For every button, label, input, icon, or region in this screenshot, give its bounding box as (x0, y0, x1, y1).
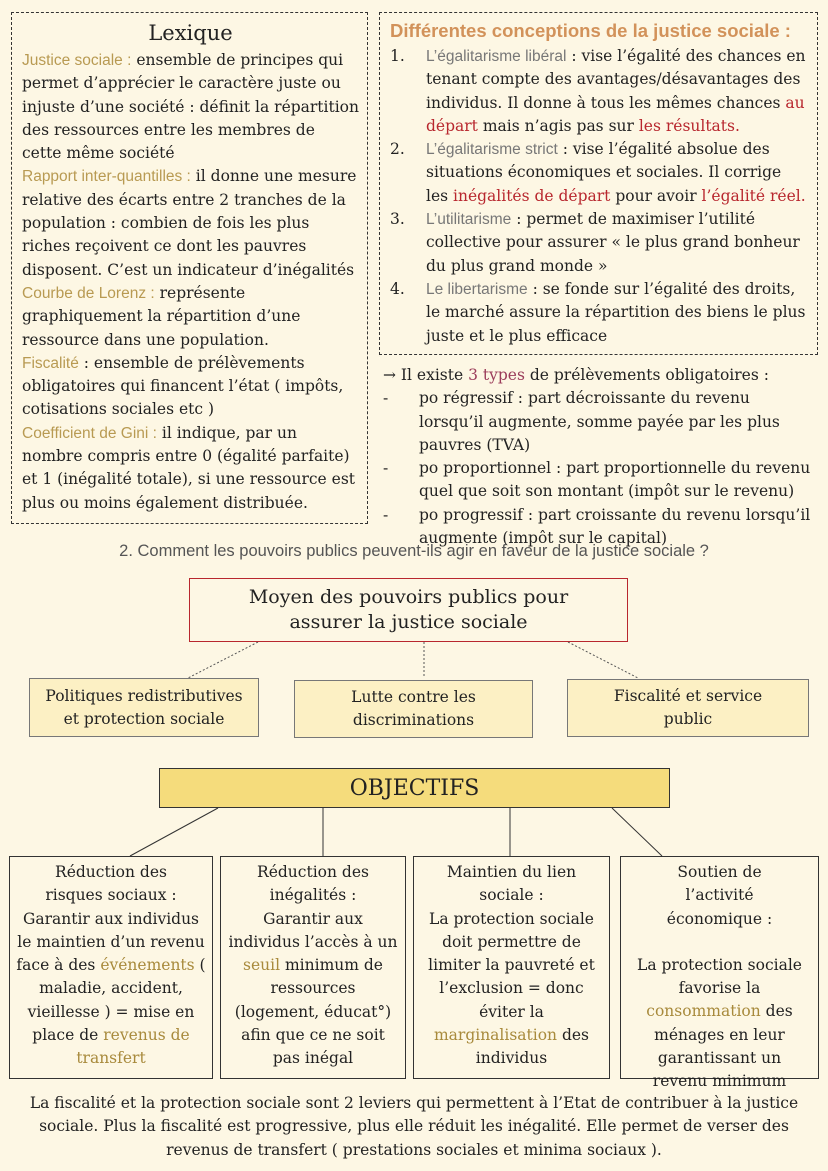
connector-line (568, 642, 638, 678)
lexique-term: Courbe de Lorenz : (22, 284, 155, 302)
lexique-entry: Coefficient de Gini : il indique, par un nombre compris entre 0 (égalité parfaite) et 1 (inégalité totale), si une ressource est plus ou moins également distribuée. (22, 423, 356, 512)
lexique-title: Lexique (148, 21, 233, 45)
objectif-box (220, 856, 406, 1079)
moyens-title-box: Moyen des pouvoirs publics pour assurer la justice sociale (189, 578, 628, 642)
objectif-box (9, 856, 213, 1079)
objectif-body: Garantir aux individus le maintien d’un revenu face à des événements ( maladie, accident, vieillesse ) = mise en place de revenus de transfert (16, 909, 206, 1068)
objectifs-title: OBJECTIFS (159, 768, 670, 808)
moyen-box: Politiques redistributives et protection sociale (29, 678, 259, 737)
lexique-entry: Courbe de Lorenz : représente graphiquement la répartition d’une ressource dans une population. (22, 283, 301, 349)
lexique-entry: Fiscalité : ensemble de prélèvements obligatoires qui financent l’état ( impôts, cotisations sociales etc ) (22, 353, 344, 419)
prelevement-item: - po proportionnel : part proportionnelle du revenu quel que soit son montant (impôt sur le revenu) (383, 459, 811, 501)
prelevements-section (383, 364, 823, 550)
objectif-box (620, 856, 819, 1091)
lexique-entries (22, 49, 359, 515)
lexique-box (11, 12, 368, 524)
lexique-term: Coefficient de Gini : (22, 424, 157, 442)
objectif-body: Garantir aux individus l’accès à un seuil minimum de ressources (logement, éducat°) afin que ce ne soit pas inégal (228, 909, 398, 1068)
connector-line (130, 808, 218, 856)
conception-item: 3. L’utilitarisme : permet de maximiser l’utilité collective pour assurer « le plus grand bonheur du plus grand monde » (390, 210, 800, 275)
conception-item: 4. Le libertarisme : se fonde sur l’égalité des droits, le marché assure la répartition des biens le plus juste et le plus efficace (390, 279, 806, 345)
section-question: 2. Comment les pouvoirs publics peuvent-ils agir en faveur de la justice sociale ? (119, 542, 709, 560)
lexique-entry: Justice sociale : ensemble de principes qui permet d’apprécier le caractère juste ou injuste d’une société : définit la répartition des ressources entre les membres de cette même société (22, 51, 359, 163)
objectif-heading: Réduction des inégalités : (257, 863, 369, 905)
lexique-entry: Rapport inter-quantilles : il donne une mesure relative des écarts entre 2 tranches de la population : combien de fois les plus riches reçoivent ce dont les pauvres disposent. C’est un indicateur d’inégalités (22, 167, 357, 279)
moyen-box: Fiscalité et service public (567, 679, 809, 737)
moyen-box: Lutte contre les discriminations (294, 680, 533, 738)
connector-line (188, 642, 258, 678)
conceptions-box (379, 12, 818, 355)
objectif-heading: Soutien de l’activité économique : (666, 863, 773, 928)
conception-item: 2. L’égalitarisme strict : vise l’égalité absolue des situations économiques et sociales. Il corrige les inégalités de départ pour avoir l’égalité réel. (390, 140, 806, 205)
prelevements-intro: → Il existe 3 types de prélèvements obligatoires : (383, 366, 769, 384)
prelevement-item: - po régressif : part décroissante du revenu lorsqu’il augmente, somme payée par les plus pauvres (TVA) (383, 389, 780, 454)
conceptions-list (390, 45, 811, 348)
conception-name: Le libertarisme (426, 280, 528, 298)
objectif-body: La protection sociale doit permettre de limiter la pauvreté et l’exclusion = donc éviter la marginalisation des individus (428, 909, 595, 1068)
lexique-term: Rapport inter-quantilles : (22, 168, 191, 186)
objectif-box (413, 856, 610, 1079)
conception-name: L’utilitarisme (426, 211, 512, 229)
objectif-heading: Maintien du lien sociale : (446, 863, 577, 905)
objectif-body: La protection sociale favorise la consommation des ménages en leur garantissant un revenu minimum (637, 955, 802, 1091)
conception-item: 1. L’égalitarisme libéral : vise l’égalité des chances en tenant compte des avantages/désavantages des individus. Il donne à tous les mêmes chances au départ mais n’agis pas sur les résultats. (390, 47, 806, 135)
conclusion-text: La fiscalité et la protection sociale sont 2 leviers qui permettent à l’Etat de contribuer à la justice sociale. Plus la fiscalité est progressive, plus elle réduit les inégalité. Elle permet de verser des revenus de transfert ( prestations sociales et minima sociaux ). (29, 1094, 799, 1159)
prelevement-item: - po progressif : part croissante du revenu lorsqu’il augmente (impôt sur le capital) (383, 505, 811, 548)
lexique-term: Fiscalité (22, 354, 79, 372)
lexique-term: Justice sociale : (22, 52, 132, 69)
arrow-icon: → (383, 366, 396, 384)
conception-name: L’égalitarisme libéral (426, 48, 567, 65)
conception-name: L’égalitarisme strict (426, 141, 558, 159)
objectif-heading: Réduction des risques sociaux : (45, 863, 177, 905)
connector-line (612, 808, 662, 856)
conceptions-title: Différentes conceptions de la justice sociale : (390, 20, 791, 41)
